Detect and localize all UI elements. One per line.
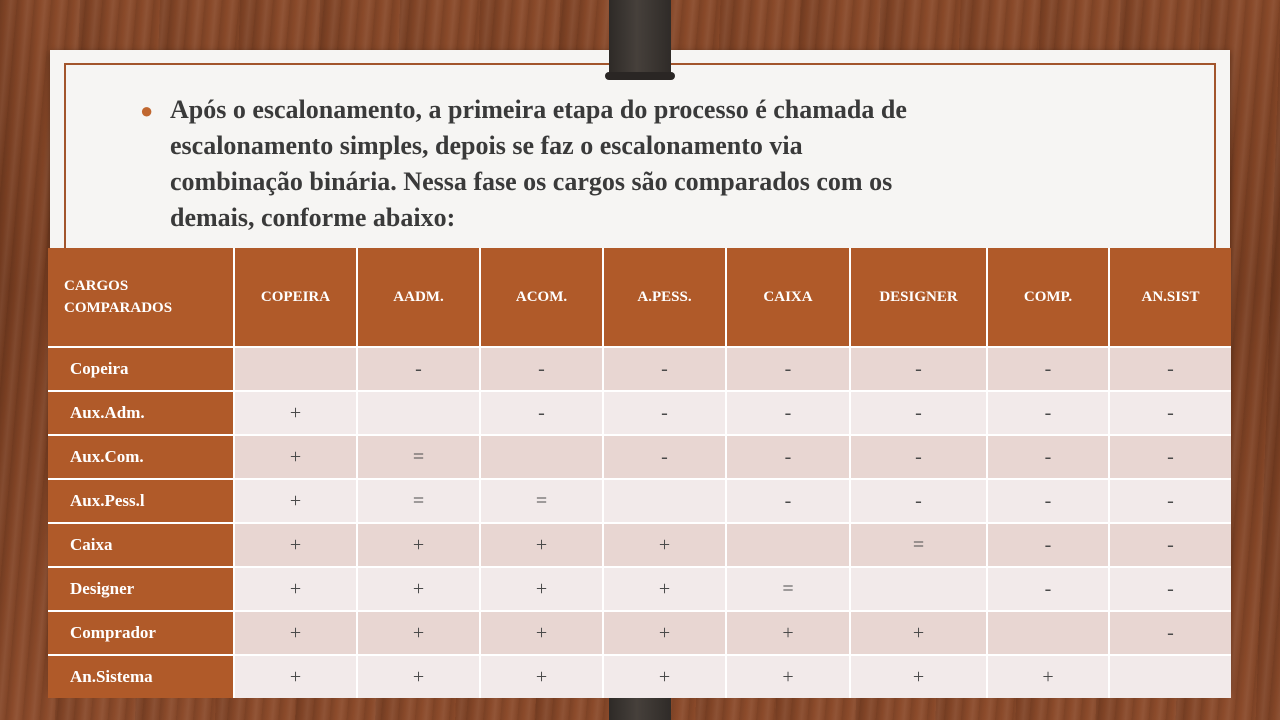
table-cell: -: [480, 391, 603, 435]
table-cell: =: [850, 523, 987, 567]
table-cell: +: [234, 391, 357, 435]
comparison-table: [48, 248, 1231, 698]
table-cell: =: [357, 479, 480, 523]
table-cell: +: [357, 567, 480, 611]
table-cell: =: [726, 567, 850, 611]
bullet-line: Após o escalonamento, a primeira etapa do processo é chamada de: [170, 95, 907, 124]
table-row: [48, 567, 1231, 611]
table-cell: +: [480, 611, 603, 655]
table-cell: -: [480, 347, 603, 391]
table-cell: -: [850, 435, 987, 479]
table-header-row: [48, 248, 1231, 347]
bullet-line: escalonamento simples, depois se faz o escalonamento via: [170, 131, 803, 160]
table-row: [48, 611, 1231, 655]
table-cell: +: [357, 523, 480, 567]
table-cell: [234, 347, 357, 391]
table-cell: +: [234, 479, 357, 523]
table-cell: -: [1109, 611, 1231, 655]
table-cell: =: [480, 479, 603, 523]
table-cell: +: [850, 655, 987, 698]
corner-header-line: CARGOS: [64, 278, 129, 294]
table-cell: +: [603, 611, 726, 655]
table-cell: -: [726, 391, 850, 435]
table-cell: +: [234, 435, 357, 479]
table-cell: +: [480, 523, 603, 567]
corner-header: [48, 248, 234, 347]
table-cell: [1109, 655, 1231, 698]
table-cell: +: [357, 655, 480, 698]
table-cell: -: [987, 523, 1109, 567]
table-cell: +: [234, 611, 357, 655]
table-cell: +: [480, 655, 603, 698]
table-cell: =: [357, 435, 480, 479]
table-cell: +: [726, 655, 850, 698]
table-cell: -: [726, 435, 850, 479]
table-cell: -: [357, 347, 480, 391]
table-cell: -: [726, 347, 850, 391]
table-cell: +: [603, 523, 726, 567]
column-header: ACOM.: [480, 248, 603, 347]
table-cell: -: [603, 347, 726, 391]
table-cell: -: [1109, 435, 1231, 479]
table-cell: -: [850, 479, 987, 523]
table-cell: [357, 391, 480, 435]
table-cell: -: [603, 435, 726, 479]
table-cell: +: [726, 611, 850, 655]
row-header: Aux.Pess.l: [48, 479, 234, 523]
table-cell: +: [987, 655, 1109, 698]
corner-header-line: COMPARADOS: [64, 300, 173, 316]
table-cell: +: [603, 567, 726, 611]
column-header: COPEIRA: [234, 248, 357, 347]
table-cell: -: [850, 391, 987, 435]
table-row: [48, 479, 1231, 523]
table-cell: -: [726, 479, 850, 523]
table-cell: -: [987, 347, 1109, 391]
column-header: CAIXA: [726, 248, 850, 347]
table-cell: +: [480, 567, 603, 611]
table-cell: -: [987, 435, 1109, 479]
row-header: Aux.Com.: [48, 435, 234, 479]
table-cell: -: [987, 391, 1109, 435]
table-cell: +: [234, 655, 357, 698]
table-cell: [726, 523, 850, 567]
table-cell: -: [1109, 479, 1231, 523]
table-row: [48, 435, 1231, 479]
row-header: Aux.Adm.: [48, 391, 234, 435]
table-cell: -: [603, 391, 726, 435]
row-header: Caixa: [48, 523, 234, 567]
row-header: Designer: [48, 567, 234, 611]
table-cell: +: [850, 611, 987, 655]
column-header: DESIGNER: [850, 248, 987, 347]
table-row: [48, 391, 1231, 435]
table-cell: -: [1109, 523, 1231, 567]
table-cell: -: [850, 347, 987, 391]
bullet-line: demais, conforme abaixo:: [170, 203, 456, 232]
table-cell: +: [234, 523, 357, 567]
table-cell: -: [1109, 567, 1231, 611]
table-row: [48, 347, 1231, 391]
bullet-dot-icon: ●: [140, 98, 154, 123]
table-cell: [987, 611, 1109, 655]
column-header: COMP.: [987, 248, 1109, 347]
table-cell: -: [987, 479, 1109, 523]
column-header: A.PESS.: [603, 248, 726, 347]
table-cell: +: [603, 655, 726, 698]
bullet-line: combinação binária. Nessa fase os cargos são comparados com os: [170, 167, 893, 196]
row-header: An.Sistema: [48, 655, 234, 698]
table-cell: +: [357, 611, 480, 655]
bullet-text: [170, 92, 1160, 236]
table-row: [48, 523, 1231, 567]
table-cell: [850, 567, 987, 611]
table-cell: -: [1109, 391, 1231, 435]
column-header: AADM.: [357, 248, 480, 347]
row-header: Copeira: [48, 347, 234, 391]
bullet-paragraph: [140, 92, 1160, 236]
table-cell: +: [234, 567, 357, 611]
binder-strap-top: [609, 0, 671, 76]
column-header: AN.SIST: [1109, 248, 1231, 347]
table-cell: -: [987, 567, 1109, 611]
row-header: Comprador: [48, 611, 234, 655]
table-cell: [480, 435, 603, 479]
table-cell: [603, 479, 726, 523]
table-cell: -: [1109, 347, 1231, 391]
table-row: [48, 655, 1231, 698]
